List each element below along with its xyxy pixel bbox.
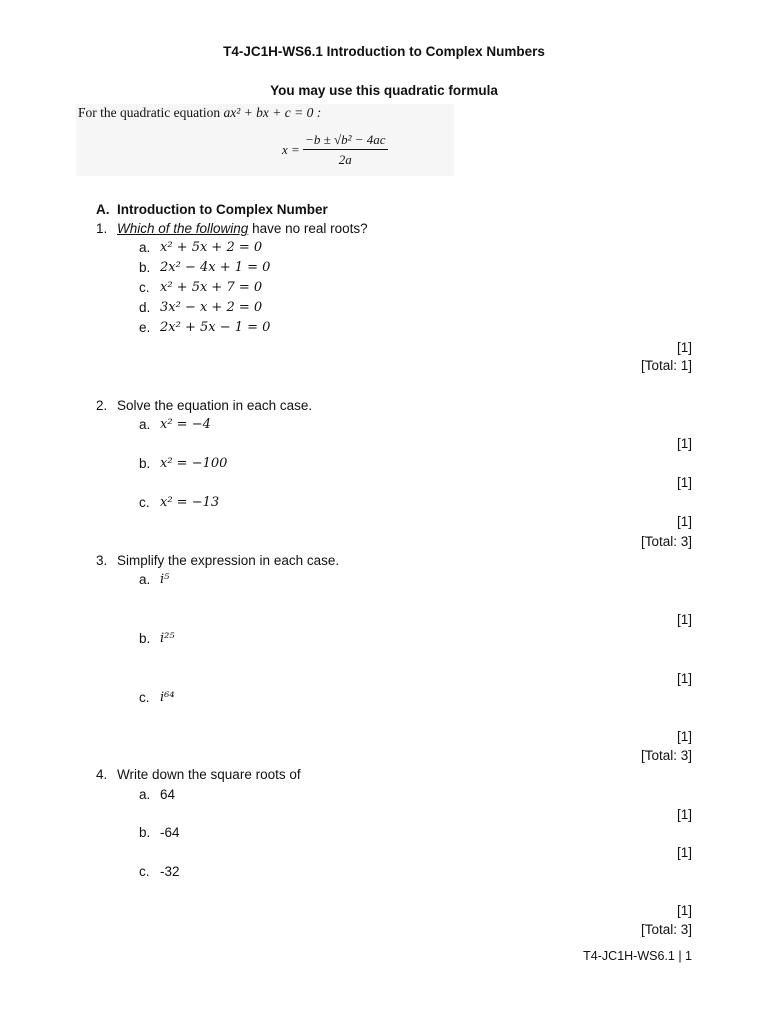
quadratic-equation: ax² + bx + c = 0 : bbox=[223, 105, 322, 120]
q4-part-label: c. bbox=[139, 864, 150, 879]
total-mark: [Total: 3] bbox=[640, 534, 692, 549]
mark: [1] bbox=[676, 903, 692, 918]
mark: [1] bbox=[676, 514, 692, 529]
mark: [1] bbox=[676, 340, 692, 355]
q1-part-equation: x² + 5x + 2 = 0 bbox=[160, 240, 263, 255]
q2-part-label: c. bbox=[139, 495, 150, 510]
q1-part-label: e. bbox=[139, 320, 151, 335]
q2-part-equation: x² = −100 bbox=[160, 456, 228, 471]
q4-part-label: a. bbox=[139, 787, 151, 802]
q3-part-expression: i⁶⁴ bbox=[160, 690, 175, 705]
q1-part-label: a. bbox=[139, 240, 151, 255]
mark: [1] bbox=[676, 475, 692, 490]
question-3-number: 3. bbox=[96, 553, 108, 568]
q3-part-label: c. bbox=[139, 690, 150, 705]
question-1-prompt: Which of the following have no real roots? bbox=[117, 221, 368, 236]
formula-intro: For the quadratic equation ax² + bx + c = 0 : bbox=[78, 105, 322, 120]
q4-part-value: 64 bbox=[160, 787, 176, 802]
q3-part-expression: i²⁵ bbox=[160, 631, 175, 646]
mark: [1] bbox=[676, 729, 692, 744]
question-4-prompt: Write down the square roots of bbox=[117, 767, 301, 782]
q3-part-label: a. bbox=[139, 572, 151, 587]
quadratic-formula: x = $\frac{\text{−b ± √b² − 4ac}}{2a}$ bbox=[282, 132, 386, 167]
q4-part-label: b. bbox=[139, 825, 151, 840]
section-a-title: Introduction to Complex Number bbox=[117, 202, 328, 217]
formula-numerator: −b ± √b² − 4ac bbox=[303, 132, 387, 150]
mark: [1] bbox=[676, 807, 692, 822]
q3-part-label: b. bbox=[139, 631, 151, 646]
q2-part-equation: x² = −13 bbox=[160, 495, 220, 510]
mark: [1] bbox=[676, 845, 692, 860]
formula-note: You may use this quadratic formula bbox=[270, 83, 498, 98]
q2-part-equation: x² = −4 bbox=[160, 417, 211, 432]
total-mark: [Total: 3] bbox=[640, 748, 692, 763]
q1-part-equation: 3x² − x + 2 = 0 bbox=[160, 300, 263, 315]
q1-part-label: c. bbox=[139, 280, 150, 295]
question-4-number: 4. bbox=[96, 767, 108, 782]
section-a-letter: A. bbox=[96, 202, 110, 217]
total-mark: [Total: 1] bbox=[640, 358, 692, 373]
q1-part-equation: x² + 5x + 7 = 0 bbox=[160, 280, 263, 295]
total-mark: [Total: 3] bbox=[640, 922, 692, 937]
question-2-prompt: Solve the equation in each case. bbox=[117, 398, 313, 413]
q1-part-label: d. bbox=[139, 300, 151, 315]
q2-part-label: a. bbox=[139, 417, 151, 432]
question-1-number: 1. bbox=[96, 221, 108, 236]
q4-part-value: -64 bbox=[160, 825, 180, 840]
quadratic-formula-box bbox=[76, 104, 454, 176]
question-2-number: 2. bbox=[96, 398, 108, 413]
q4-part-value: -32 bbox=[160, 864, 180, 879]
question-3-prompt: Simplify the expression in each case. bbox=[117, 553, 340, 568]
mark: [1] bbox=[676, 671, 692, 686]
mark: [1] bbox=[676, 612, 692, 627]
mark: [1] bbox=[676, 436, 692, 451]
q1-part-equation: 2x² + 5x − 1 = 0 bbox=[160, 320, 271, 335]
page-title: T4-JC1H-WS6.1 Introduction to Complex Numbers bbox=[223, 44, 545, 59]
q2-part-label: b. bbox=[139, 456, 151, 471]
formula-denominator: 2a bbox=[338, 152, 352, 167]
q1-part-label: b. bbox=[139, 260, 151, 275]
page-footer: T4-JC1H-WS6.1 | 1 bbox=[583, 949, 692, 963]
q3-part-expression: i⁵ bbox=[160, 572, 170, 587]
q1-part-equation: 2x² − 4x + 1 = 0 bbox=[160, 260, 271, 275]
